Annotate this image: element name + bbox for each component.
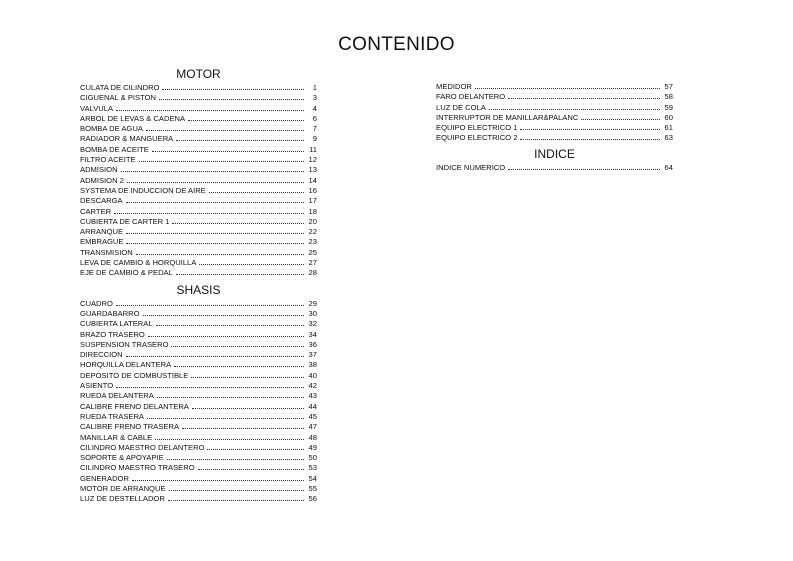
dot-leader [132,474,304,481]
toc-entry-page: 37 [308,350,317,360]
toc-entry-page: 47 [308,422,317,432]
toc-entry-label: LEVA DE CAMBIO & HORQUILLA [80,258,197,268]
toc-entry[interactable] [80,299,317,309]
toc-entry-label: EQUIPO ELECTRICO 1 [436,123,518,133]
dot-leader [126,237,304,244]
toc-entry-label: INDICE NUMERICO [436,162,506,172]
toc-entry-label: DIRECCION [80,350,123,360]
toc-entry-label: CALIBRE FRENO TRASERA [80,422,180,432]
toc-entry-label: MOTOR DE ARRANQUE [80,483,166,493]
dot-leader [508,92,660,99]
section-heading-motor: MOTOR [176,67,221,81]
shasis-list [80,299,317,505]
toc-entry-page: 57 [664,82,673,91]
toc-entry[interactable] [80,83,317,93]
toc-entry[interactable] [436,113,673,123]
indice-list [436,163,673,173]
toc-entry-label: CARTER [80,206,112,216]
toc-entry[interactable] [80,145,317,155]
section-heading-shasis: SHASIS [176,282,221,297]
toc-entry[interactable] [80,227,317,237]
toc-entry[interactable] [80,134,317,144]
dot-leader [114,207,304,214]
electrico-list [436,82,673,144]
toc-entry-page: 38 [308,360,317,370]
toc-entry-label: CUBIERTA DE CARTER 1 [80,216,170,226]
right-column [436,82,673,173]
toc-entry[interactable] [80,309,317,319]
toc-entry-page: 36 [308,339,317,349]
toc-entry[interactable] [80,93,317,103]
section-heading-indice: INDICE [534,146,575,161]
dot-leader [159,93,304,100]
toc-entry-page: 22 [308,227,317,237]
dot-leader [169,484,304,491]
dot-leader [198,463,304,470]
toc-entry-page: 18 [308,206,317,216]
toc-entry-label: BRAZO TRASERO [80,329,145,339]
toc-entry[interactable] [80,268,317,278]
toc-entry[interactable] [80,248,317,258]
dot-leader [147,412,304,419]
toc-entry-page: 29 [308,298,317,308]
toc-entry-label: SUSPENSION TRASERO [80,339,169,349]
toc-entry-page: 12 [308,155,317,165]
toc-entry-label: BOMBA DE ACEITE [80,144,149,154]
dot-leader [168,494,304,501]
toc-entry-label: BOMBA DE AGUA [80,124,143,134]
toc-entry[interactable] [80,114,317,124]
dot-leader [139,155,304,162]
toc-entry-page: 53 [308,463,317,473]
toc-entry-page: 54 [308,473,317,483]
toc-entry-page: 44 [308,401,317,411]
dot-leader [155,433,304,440]
toc-entry-page: 59 [664,102,673,112]
dot-leader [162,83,304,90]
toc-entry-label: HORQUILLA DELANTERA [80,360,172,370]
dot-leader [199,258,304,265]
toc-entry-label: CULATA DE CILINDRO [80,83,160,92]
toc-entry[interactable] [436,123,673,133]
toc-entry-label: CILINDRO MAESTRO TRASERO [80,463,195,473]
toc-entry-label: VALVULA [80,103,114,113]
dot-leader [152,145,304,152]
toc-entry-page: 16 [308,185,317,195]
toc-entry-label: CUADRO [80,298,113,308]
toc-entry[interactable] [80,258,317,268]
toc-entry-label: GENERADOR [80,473,129,483]
dot-leader [127,176,304,183]
toc-entry[interactable] [80,104,317,114]
dot-leader [188,114,304,121]
toc-entry-label: CILINDRO MAESTRO DELANTERO [80,442,205,452]
dot-leader [209,186,304,193]
toc-entry-page: 20 [308,216,317,226]
toc-entry-label: ARBOL DE LEVAS & CADENA [80,113,186,123]
toc-entry-page: 3 [312,93,317,103]
dot-leader [192,402,304,409]
toc-entry-page: 64 [664,162,673,172]
dot-leader [182,422,304,429]
dot-leader [136,248,304,255]
toc-entry[interactable] [80,196,317,206]
toc-entry-label: ADMISION 2 [80,175,124,185]
toc-entry[interactable] [80,207,317,217]
toc-entry-page: 4 [312,103,317,113]
toc-entry-label: DESCARGA [80,196,123,206]
toc-entry[interactable] [80,422,317,432]
toc-entry[interactable] [80,319,317,329]
toc-entry[interactable] [80,350,317,360]
toc-entry-label: SOPORTE & APOYAPIE [80,453,164,463]
toc-entry-label: CALIBRE FRENO DELANTERA [80,401,189,411]
toc-entry-label: EMBRAGUE [80,237,124,247]
toc-entry[interactable] [80,412,317,422]
toc-entry-label: MANILLAR & CABLE [80,432,153,442]
toc-entry[interactable] [80,155,317,165]
dot-leader [176,134,304,141]
toc-entry-label: MEDIDOR [436,82,472,91]
toc-entry-page: 42 [308,381,317,391]
toc-entry[interactable] [80,360,317,370]
toc-entry[interactable] [80,330,317,340]
toc-entry[interactable] [80,165,317,175]
dot-leader [156,319,304,326]
toc-entry-label: TRANSMISION [80,247,133,257]
toc-entry-label: EJE DE CAMBIO & PEDAL [80,268,173,278]
toc-entry-label: EQUIPO ELECTRICO 2 [436,133,518,143]
dot-leader [191,371,304,378]
toc-entry[interactable] [80,474,317,484]
motor-list [80,83,317,279]
toc-entry-label: GUARDABARRO [80,308,140,318]
toc-entry-page: 25 [308,247,317,257]
toc-entry[interactable] [80,186,317,196]
toc-entry-label: ARRANQUE [80,227,124,237]
toc-entry-page: 17 [308,196,317,206]
toc-entry[interactable] [80,237,317,247]
dot-leader [116,381,304,388]
toc-entry[interactable] [80,340,317,350]
dot-leader [207,443,304,450]
left-column [80,67,317,505]
toc-entry-page: 58 [664,92,673,102]
toc-entry-label: LUZ DE COLA [436,102,486,112]
toc-entry-page: 60 [664,112,673,122]
dot-leader [520,123,660,130]
toc-entry-label: FILTRO ACEITE [80,155,136,165]
toc-entry[interactable] [80,463,317,473]
toc-entry-page: 49 [308,442,317,452]
toc-entry[interactable] [80,484,317,494]
toc-entry-page: 11 [309,144,317,154]
toc-entry[interactable] [80,176,317,186]
toc-entry-label: RUEDA DELANTERA [80,391,154,401]
dot-leader [116,299,304,306]
toc-entry[interactable] [436,92,673,102]
page-title: CONTENIDO [338,34,455,55]
toc-entry-page: 61 [664,123,673,133]
toc-entry-page: 7 [312,124,317,134]
dot-leader [508,163,660,170]
toc-entry-label: FARO DELANTERO [436,92,506,102]
toc-entry-page: 63 [664,133,673,143]
dot-leader [167,453,304,460]
dot-leader [126,350,304,357]
dot-leader [146,124,304,131]
toc-entry-page: 34 [308,329,317,339]
toc-entry-page: 23 [308,237,317,247]
toc-entry-label: LUZ DE DESTELLADOR [80,494,165,504]
toc-entry-label: SYSTEMA DE INDUCCION DE AIRE [80,185,206,195]
toc-entry-label: ADMISION [80,165,118,175]
toc-entry-page: 28 [308,268,317,278]
toc-entry-page: 9 [312,134,317,144]
toc-entry-label: RADIADOR & MANGUERA [80,134,174,144]
dot-leader [126,227,304,234]
toc-entry[interactable] [80,453,317,463]
toc-entry[interactable] [436,133,673,143]
toc-entry-page: 40 [308,370,317,380]
toc-entry-page: 50 [308,453,317,463]
toc-entry[interactable] [80,402,317,412]
toc-entry-page: 30 [308,308,317,318]
toc-entry[interactable] [80,381,317,391]
dot-leader [116,104,304,111]
dot-leader [176,268,304,275]
toc-entry-page: 27 [308,258,317,268]
toc-entry-page: 45 [308,411,317,421]
toc-entry[interactable] [436,103,673,113]
toc-entry-label: DEPOSITO DE COMBUSTIBLE [80,370,189,380]
toc-entry-label: CIGUENAL & PISTON [80,93,156,103]
toc-entry-page: 56 [308,494,317,504]
dot-leader [171,340,304,347]
toc-entry-label: INTERRUPTOR DE MANILLAR&PALANC [436,112,579,122]
dot-leader [172,217,304,224]
toc-entry-page: 14 [308,175,317,185]
dot-leader [174,360,304,367]
dot-leader [157,391,304,398]
toc-entry-page: 32 [308,319,317,329]
toc-entry-page: 48 [308,432,317,442]
toc-entry-label: RUEDA TRASERA [80,411,145,421]
toc-entry-page: 13 [308,165,317,175]
toc-entry-page: 43 [308,391,317,401]
dot-leader [475,82,660,89]
toc-entry[interactable] [80,433,317,443]
toc-entry-page: 6 [312,113,317,123]
toc-entry[interactable] [80,124,317,134]
toc-entry-page: 1 [312,83,317,92]
toc-entry-page: 55 [308,483,317,493]
toc-entry[interactable] [436,163,673,173]
dot-leader [581,113,660,120]
dot-leader [148,330,304,337]
dot-leader [520,133,660,140]
dot-leader [143,309,305,316]
toc-entry[interactable] [436,82,673,92]
dot-leader [126,196,304,203]
toc-entry[interactable] [80,391,317,401]
dot-leader [121,165,304,172]
toc-entry[interactable] [80,217,317,227]
toc-entry[interactable] [80,371,317,381]
toc-entry[interactable] [80,443,317,453]
toc-entry[interactable] [80,494,317,504]
toc-entry-label: ASIENTO [80,381,114,391]
dot-leader [489,103,660,110]
toc-entry-label: CUBIERTA LATERAL [80,319,153,329]
